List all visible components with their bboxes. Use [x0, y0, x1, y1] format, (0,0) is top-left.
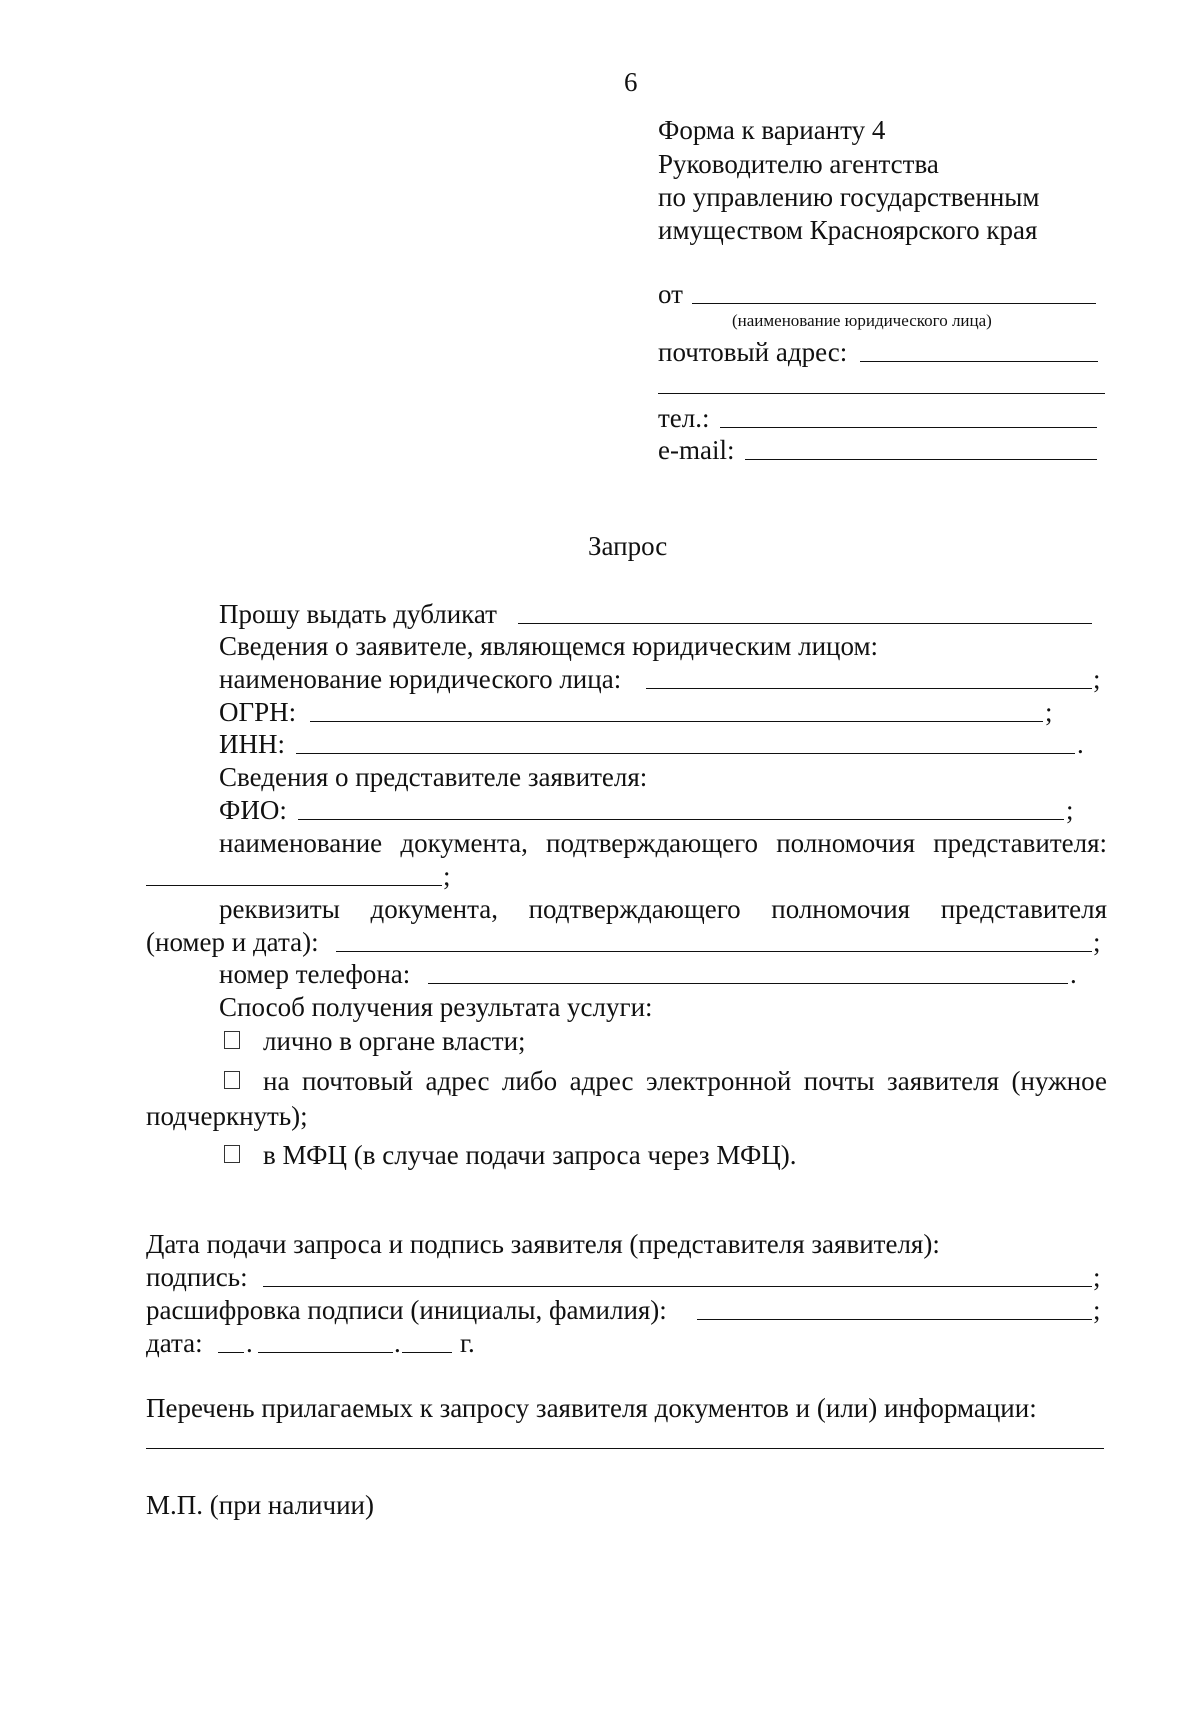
document-title: Запрос: [588, 531, 668, 561]
postal-address-field-line2[interactable]: [658, 393, 1105, 394]
date-separator: .: [246, 1328, 253, 1358]
signature-transcript-field[interactable]: [697, 1319, 1092, 1320]
phone-number-field[interactable]: [428, 983, 1068, 984]
option-post-label: на почтовый адрес либо адрес электронной почты заявителя (нужное: [263, 1066, 1107, 1096]
authority-doc-details-label: реквизиты документа, подтверждающего полномочия представителя: [219, 894, 1107, 924]
attachments-field[interactable]: [146, 1448, 1104, 1449]
phone-label: тел.:: [658, 403, 710, 433]
semicolon: ;: [1045, 697, 1053, 727]
duplicate-field[interactable]: [518, 623, 1092, 624]
date-year-field[interactable]: [402, 1352, 452, 1353]
representative-heading: Сведения о представителе заявителя:: [219, 762, 648, 792]
phone-number-label: номер телефона:: [219, 959, 411, 989]
year-suffix: г.: [460, 1328, 475, 1358]
signature-heading: Дата подачи запроса и подпись заявителя (представителя заявителя):: [146, 1229, 940, 1259]
option-post-checkbox[interactable]: [224, 1071, 240, 1089]
signature-transcript-label: расшифровка подписи (инициалы, фамилия):: [146, 1295, 667, 1325]
attachments-label: Перечень прилагаемых к запросу заявителя документов и (или) информации:: [146, 1393, 1037, 1423]
semicolon: ;: [1093, 1295, 1101, 1325]
number-and-date-field[interactable]: [336, 951, 1092, 952]
authority-doc-name-field[interactable]: [146, 885, 442, 886]
ogrn-field[interactable]: [310, 721, 1043, 722]
fio-field[interactable]: [298, 819, 1064, 820]
page-number: 6: [624, 67, 638, 97]
form-variant-label: Форма к варианту 4: [658, 115, 886, 145]
inn-label: ИНН:: [219, 729, 285, 759]
option-mfc-checkbox[interactable]: [224, 1145, 240, 1163]
email-field[interactable]: [745, 459, 1097, 460]
period: .: [1077, 729, 1084, 759]
option-in-person-checkbox[interactable]: [224, 1031, 240, 1049]
signature-label: подпись:: [146, 1262, 248, 1292]
semicolon: ;: [1066, 795, 1074, 825]
phone-field[interactable]: [720, 427, 1097, 428]
date-separator: .: [394, 1328, 401, 1358]
option-in-person-label: лично в органе власти;: [263, 1026, 526, 1056]
legal-entity-name-label: наименование юридического лица:: [219, 664, 622, 694]
addressee-line-3: имуществом Красноярского края: [658, 215, 1038, 245]
semicolon: ;: [443, 861, 451, 891]
stamp-note: М.П. (при наличии): [146, 1490, 374, 1520]
addressee-line-1: Руководителю агентства: [658, 149, 939, 179]
applicant-info-heading: Сведения о заявителе, являющемся юридическим лицом:: [219, 631, 879, 661]
legal-entity-name-field[interactable]: [646, 688, 1092, 689]
authority-doc-name-label: наименование документа, подтверждающего полномочия представителя:: [219, 828, 1107, 858]
fio-label: ФИО:: [219, 795, 287, 825]
from-field-hint: (наименование юридического лица): [732, 311, 992, 330]
request-duplicate-label: Прошу выдать дубликат: [219, 599, 497, 629]
postal-address-field[interactable]: [860, 361, 1098, 362]
inn-field[interactable]: [296, 753, 1075, 754]
option-mfc-label: в МФЦ (в случае подачи запроса через МФЦ).: [263, 1140, 797, 1170]
option-post-label-continued: подчеркнуть);: [146, 1101, 308, 1131]
email-label: e-mail:: [658, 435, 735, 465]
semicolon: ;: [1093, 1262, 1101, 1292]
date-month-field[interactable]: [258, 1352, 393, 1353]
date-day-field[interactable]: [218, 1352, 244, 1353]
semicolon: ;: [1093, 927, 1101, 957]
result-method-heading: Способ получения результата услуги:: [219, 992, 653, 1022]
from-label: от: [658, 279, 683, 309]
semicolon: ;: [1093, 664, 1101, 694]
addressee-line-2: по управлению государственным: [658, 182, 1040, 212]
signature-field[interactable]: [263, 1286, 1092, 1287]
postal-address-label: почтовый адрес:: [658, 337, 848, 367]
date-label: дата:: [146, 1328, 203, 1358]
number-and-date-label: (номер и дата):: [146, 927, 319, 957]
period: .: [1070, 959, 1077, 989]
from-field[interactable]: [692, 303, 1096, 304]
ogrn-label: ОГРН:: [219, 697, 297, 727]
